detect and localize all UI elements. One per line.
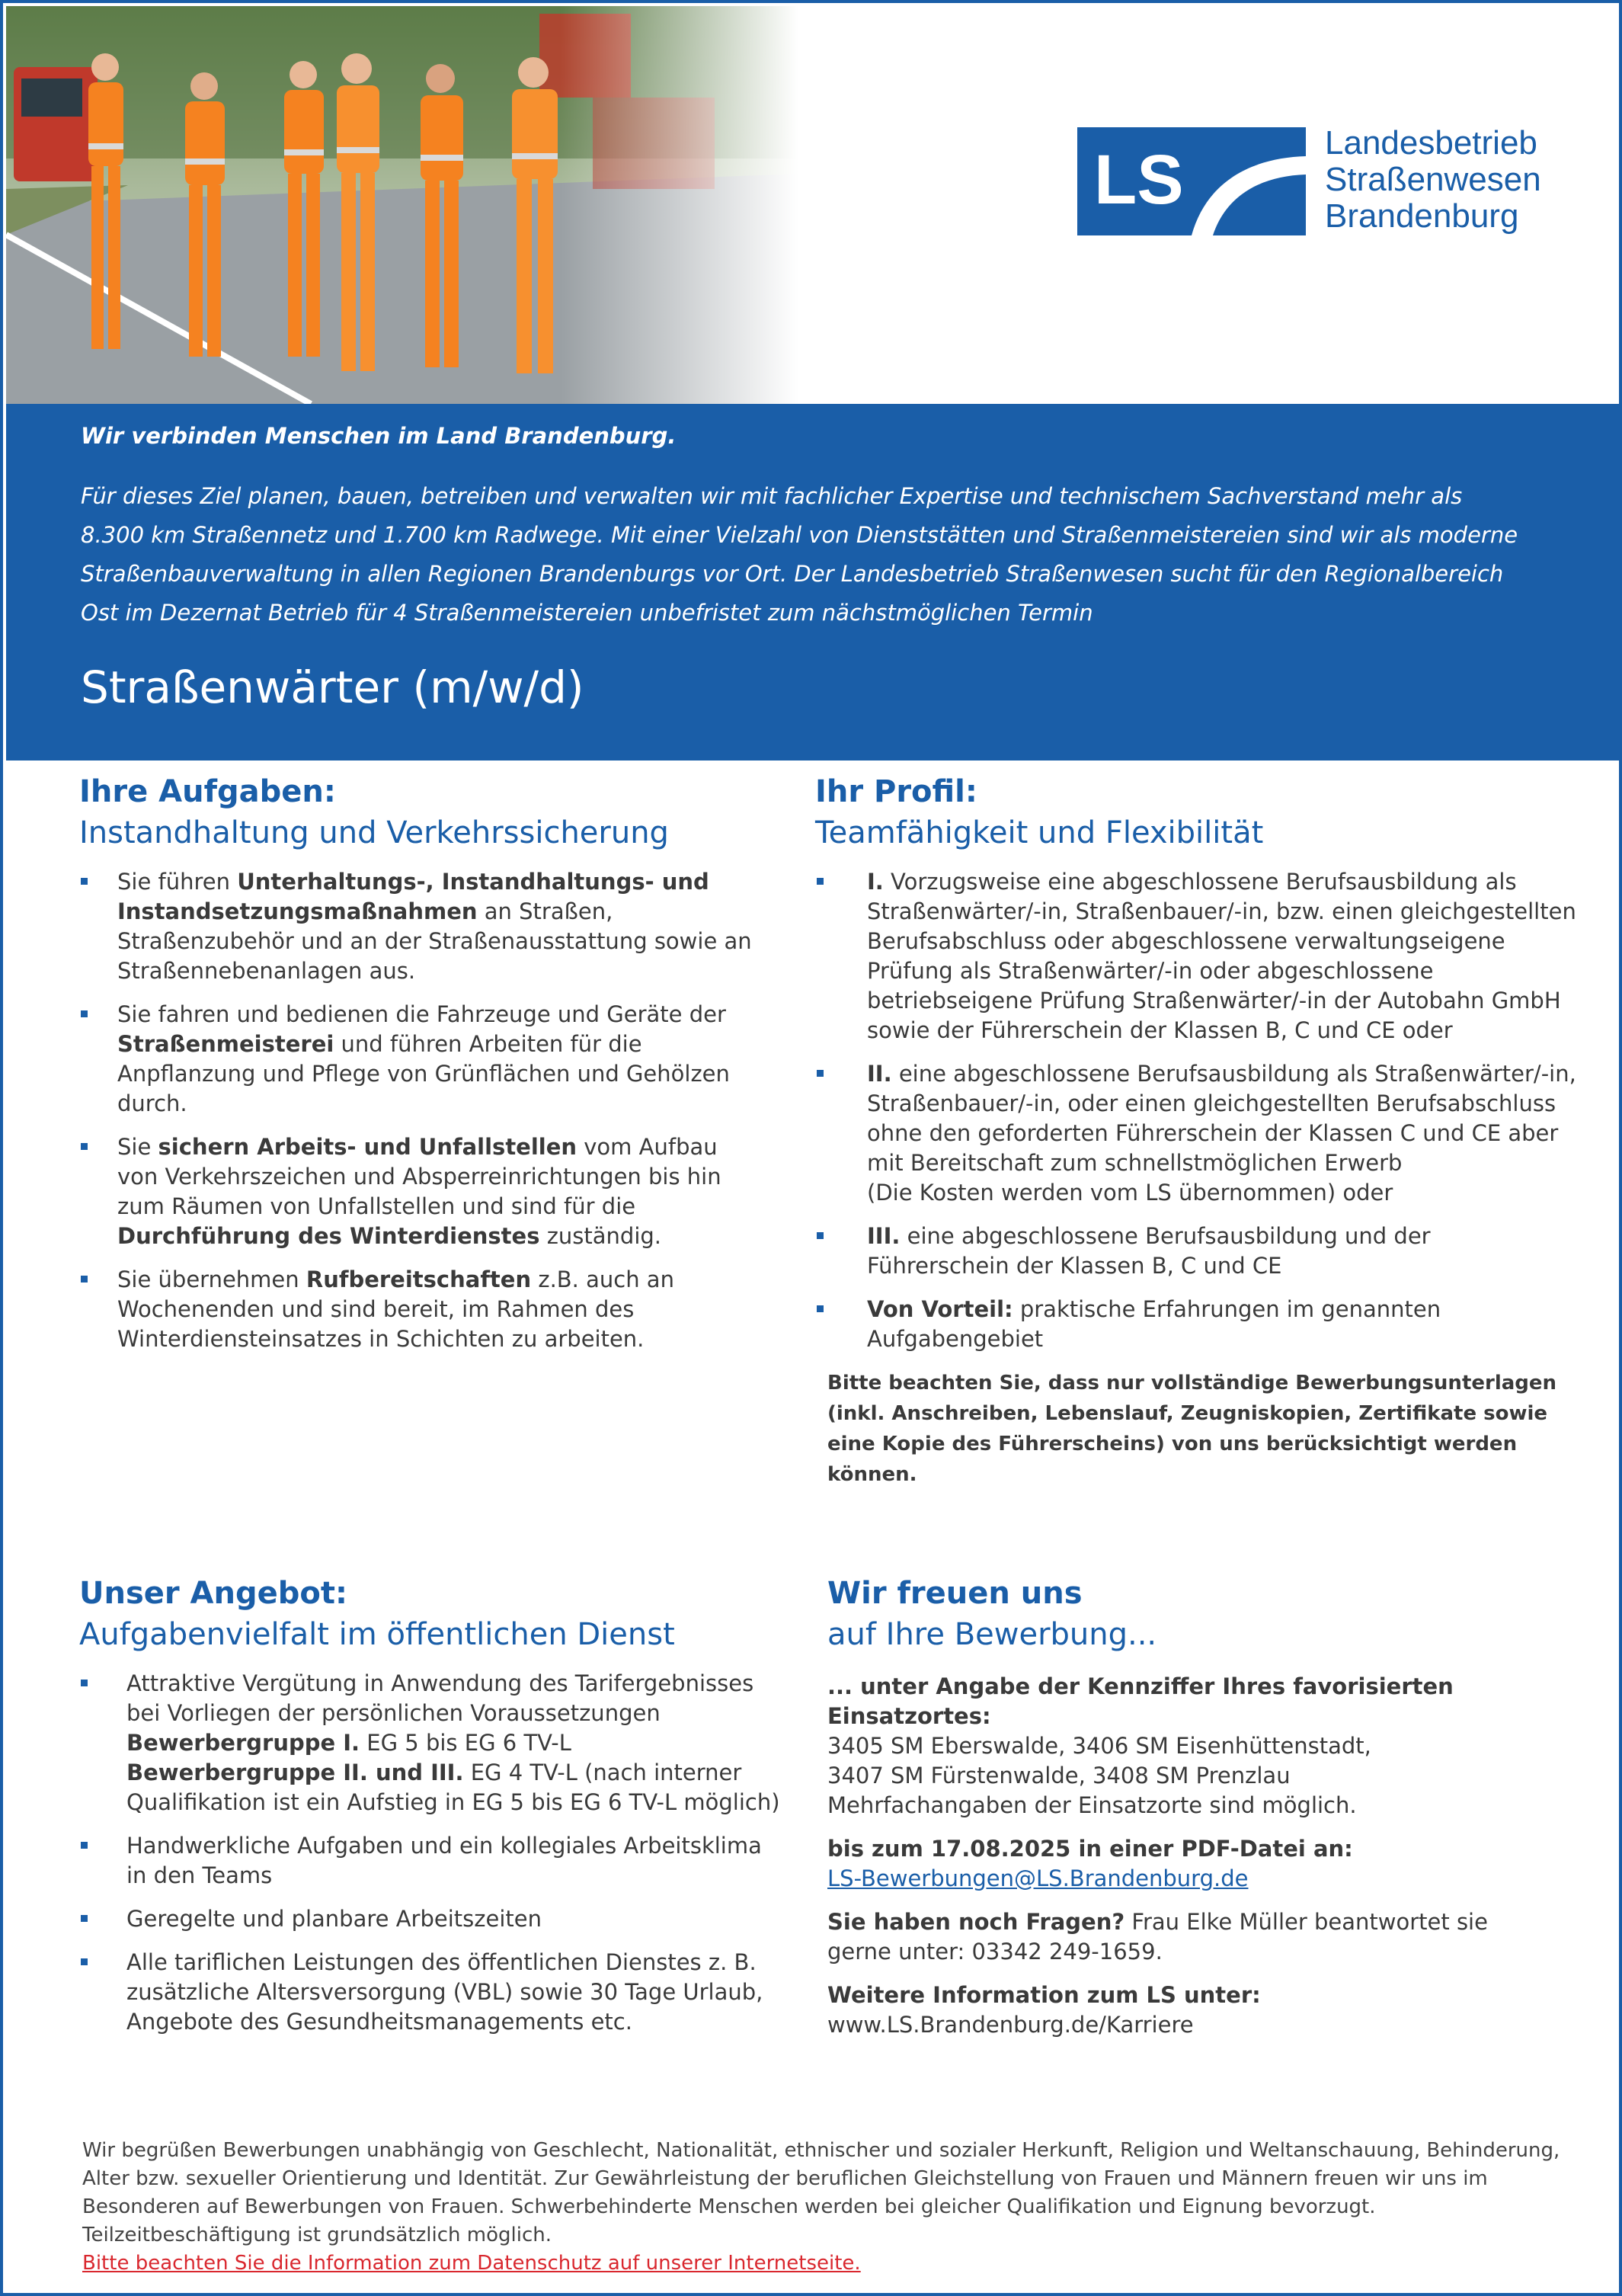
bullet-square-icon — [81, 1958, 88, 1965]
bullet-square-icon — [817, 1305, 824, 1312]
bullet-square-icon — [81, 1842, 88, 1849]
profil-list — [815, 867, 1577, 1354]
bewerbung-heading: Wir freuen uns — [827, 1576, 1083, 1611]
list-item: I. Vorzugsweise eine abgeschlossene Berufsausbildung als Straßenwärter/-in, Straßenbauer/-in, bzw. einen gleichgestellten Berufsabschluss oder abgeschlossene verwaltungseigene Prüfung als Straßenwärter/-in oder abgeschlossene betriebseigene Prüfung Straßenwärter/-in der Autobahn GmbH sowie der Führerschein der Klassen B, C und CE oder — [815, 867, 1577, 1046]
equal-opportunity-text: Wir begrüßen Bewerbungen unabhängig von Geschlecht, Nationalität, ethnischer und sozialer Herkunft, Religion und Weltanschauung, Behinderung, Alter bzw. sexueller Orientierung und Identität. Zur Gewährleistung der beruflichen Gleichstellung von Frauen und Männern freuen wir uns im Besonderen auf Bewerbungen von Frauen. Schwerbehinderte Menschen werden bei gleicher Qualifikation und Eignung bevorzugt. Teilzeitbeschäftigung ist grundsätzlich möglich. — [82, 2139, 1560, 2246]
list-item: Sie sichern Arbeits- und Unfallstellen vom Aufbau von Verkehrszeichen und Absperreinrichtungen bis hin zum Räumen von Unfallstellen und sind für die Durchführung des Winterdienstes zuständig. — [79, 1132, 765, 1251]
list-item: II. eine abgeschlossene Berufsausbildung als Straßenwärter/-in, Straßenbauer/-in, oder einen gleichgestellten Berufsabschluss ohne den geforderten Führerschein der Klassen C und CE aber mit Bereitschaft zum schnellstmöglichen Erwerb (Die Kosten werden vom LS übernommen) oder — [815, 1059, 1577, 1208]
aufgaben-heading: Ihre Aufgaben: — [79, 774, 336, 809]
profil-subheading: Teamfähigkeit und Flexibilität — [815, 815, 1264, 850]
info-block: Weitere Information zum LS unter: www.LS.Brandenburg.de/Karriere — [827, 1982, 1261, 2038]
tagline: Wir verbinden Menschen im Land Brandenburg. — [81, 423, 677, 449]
aufgaben-list — [79, 867, 765, 1354]
logo-line-2: Straßenwesen — [1325, 161, 1541, 198]
section-angebot — [79, 1573, 780, 2051]
footer-disclaimer — [82, 2137, 1560, 2278]
questions-block: Sie haben noch Fragen? Frau Elke Müller beantwortet sie gerne unter: 03342 249-1659. — [827, 1909, 1488, 1965]
logo-line-1: Landesbetrieb — [1325, 124, 1537, 162]
aufgaben-subheading: Instandhaltung und Verkehrssicherung — [79, 815, 669, 850]
bullet-square-icon — [81, 1915, 88, 1922]
section-profil — [815, 771, 1577, 1490]
angebot-list — [79, 1669, 780, 2037]
profil-heading: Ihr Profil: — [815, 774, 977, 809]
bewerbung-subheading: auf Ihre Bewerbung... — [827, 1617, 1157, 1652]
list-item: Attraktive Vergütung in Anwendung des Tarifergebnisses bei Vorliegen der persönlichen Voraussetzungen Bewerbergruppe I. EG 5 bis EG 6 TV-L Bewerbergruppe II. und III. EG 4 TV-L (nach interner Qualifikation ist ein Aufstieg in EG 5 bis EG 6 TV-L möglich) — [79, 1669, 780, 1817]
logo-wordmark — [1325, 125, 1541, 235]
list-item: Sie übernehmen Rufbereitschaften z.B. auch an Wochenenden und sind bereit, im Rahmen des Winterdiensteinsatzes in Schichten zu arbeiten. — [79, 1265, 765, 1354]
list-item: Geregelte und planbare Arbeitszeiten — [79, 1904, 780, 1934]
application-email-link[interactable]: LS-Bewerbungen@LS.Brandenburg.de — [827, 1865, 1249, 1891]
angebot-subheading: Aufgabenvielfalt im öffentlichen Dienst — [79, 1617, 675, 1652]
intro-band — [6, 404, 1622, 761]
list-item: Handwerkliche Aufgaben und ein kollegiales Arbeitsklima in den Teams — [79, 1831, 780, 1891]
job-title: Straßenwärter (m/w/d) — [81, 661, 584, 713]
deadline-block: bis zum 17.08.2025 in einer PDF-Datei an: LS-Bewerbungen@LS.Brandenburg.de — [827, 1836, 1353, 1891]
ls-logo-mark — [1077, 127, 1306, 235]
section-bewerbung — [827, 1573, 1559, 2054]
bullet-square-icon — [81, 878, 88, 885]
bullet-square-icon — [81, 1680, 88, 1686]
road-workers-illustration — [6, 6, 798, 404]
section-aufgaben — [79, 771, 765, 1368]
privacy-link[interactable]: Bitte beachten Sie die Information zum Datenschutz auf unserer Internetseite. — [82, 2252, 861, 2275]
bullet-square-icon — [817, 878, 824, 885]
bullet-square-icon — [817, 1070, 824, 1077]
list-item: Von Vorteil: praktische Erfahrungen im genannten Aufgabengebiet — [815, 1295, 1577, 1354]
kennziffer-block: ... unter Angabe der Kennziffer Ihres favorisierten Einsatzortes: 3405 SM Eberswalde, 3406 SM Eisenhüttenstadt, 3407 SM Fürstenwalde, 3408 SM Prenzlau Mehrfachangaben der Einsatzorte sind möglich. — [827, 1673, 1454, 1818]
intro-text: Für dieses Ziel planen, bauen, betreiben und verwalten wir mit fachlicher Expertise und technischem Sachverstand mehr als 8.300 km Straßennetz und 1.700 km Radwege. Mit einer Vielzahl von Dienststätten und Straßenmeistereien sind wir als moderne Straßenbauverwaltung in allen Regionen Brandenburgs vor Ort. Der Landesbetrieb Straßenwesen sucht für den Regionalbereich Ost im Dezernat Betrieb für 4 Straßenmeistereien unbefristet zum nächstmöglichen Termin — [81, 483, 1518, 626]
list-item: III. eine abgeschlossene Berufsausbildung und der Führerschein der Klassen B, C und CE — [815, 1222, 1577, 1281]
ls-logo — [1077, 125, 1565, 239]
logo-line-3: Brandenburg — [1325, 197, 1519, 235]
list-item: Alle tariflichen Leistungen des öffentlichen Dienstes z. B. zusätzliche Altersversorgung (VBL) sowie 30 Tage Urlaub, Angebote des Gesundheitsmanagements etc. — [79, 1948, 780, 2037]
bullet-square-icon — [81, 1143, 88, 1150]
list-item: Sie führen Unterhaltungs-, Instandhaltungs- und Instandsetzungsmaßnahmen an Straßen, Straßenzubehör und an der Straßenausstattung sowie an Straßennebenanlagen aus. — [79, 867, 765, 986]
hero-photo — [6, 6, 798, 404]
career-url: www.LS.Brandenburg.de/Karriere — [827, 2012, 1194, 2038]
bullet-square-icon — [817, 1232, 824, 1239]
angebot-heading: Unser Angebot: — [79, 1576, 347, 1611]
application-notice: Bitte beachten Sie, dass nur vollständige Bewerbungsunterlagen (inkl. Anschreiben, Lebenslauf, Zeugniskopien, Zertifikate sowie eine Kopie des Führerscheins) von uns berücksichtigt werden können. — [827, 1372, 1557, 1486]
bullet-square-icon — [81, 1276, 88, 1282]
list-item: Sie fahren und bedienen die Fahrzeuge und Geräte der Straßenmeisterei und führen Arbeiten für die Anpflanzung und Pflege von Grünflächen und Gehölzen durch. — [79, 1000, 765, 1119]
logo-letters: LS — [1094, 141, 1184, 219]
bullet-square-icon — [81, 1010, 88, 1017]
